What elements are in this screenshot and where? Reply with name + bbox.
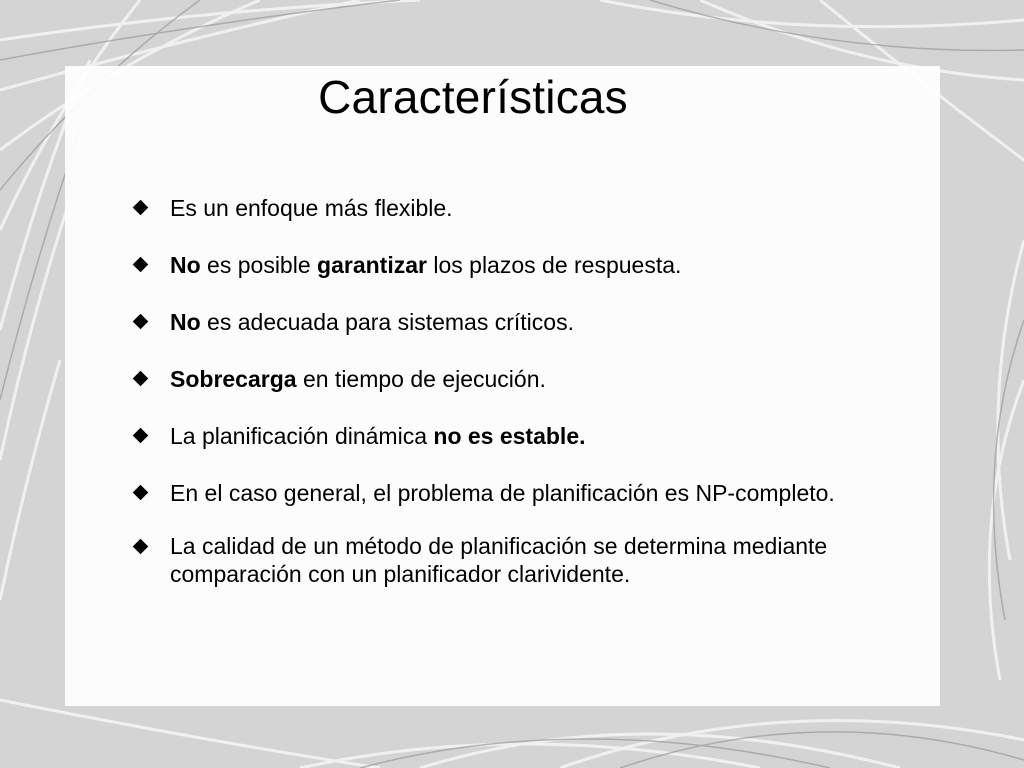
bullet-text bbox=[170, 423, 586, 449]
bullet-item bbox=[128, 361, 918, 398]
bullet-text-bold: Sobrecarga bbox=[170, 366, 297, 392]
diamond-bullet-icon bbox=[133, 314, 149, 330]
diamond-bullet-icon bbox=[133, 428, 149, 444]
diamond-bullet-icon bbox=[133, 539, 149, 555]
bullet-text bbox=[170, 480, 835, 506]
diamond-bullet-icon bbox=[133, 485, 149, 501]
bullet-item bbox=[128, 532, 918, 588]
diamond-bullet-icon bbox=[133, 257, 149, 273]
bullet-text bbox=[170, 366, 546, 392]
bullet-text-bold: No bbox=[170, 309, 201, 335]
bullet-text-part: los plazos de respuesta. bbox=[426, 252, 682, 278]
slide-title: Características bbox=[318, 71, 628, 123]
bullet-text bbox=[170, 533, 827, 587]
diamond-bullet-icon bbox=[133, 200, 149, 216]
bullet-text-bold: no es estable. bbox=[433, 423, 586, 449]
bullet-text-bold: garantizar bbox=[317, 252, 427, 278]
bullet-item bbox=[128, 475, 918, 512]
bullet-item bbox=[128, 247, 918, 284]
bullet-text bbox=[170, 195, 453, 221]
bullet-text-part: La planificación dinámica bbox=[170, 423, 434, 449]
bullet-text bbox=[170, 252, 681, 278]
bullet-item bbox=[128, 190, 918, 227]
bullet-text-part: Es un enfoque más flexible. bbox=[170, 195, 453, 221]
bullet-text-part: en tiempo de ejecución. bbox=[296, 366, 546, 392]
bullet-item bbox=[128, 418, 918, 455]
bullet-text-part: es posible bbox=[200, 252, 318, 278]
bullet-list bbox=[128, 190, 918, 608]
bullet-text-part: La calidad de un método de planificación se determina mediante comparación con un planificador clarividente. bbox=[170, 533, 828, 587]
bullet-text-part: es adecuada para sistemas críticos. bbox=[200, 309, 574, 335]
diamond-bullet-icon bbox=[133, 371, 149, 387]
bullet-item bbox=[128, 304, 918, 341]
bullet-text-part: En el caso general, el problema de planificación es NP-completo. bbox=[170, 480, 835, 506]
bullet-text bbox=[170, 309, 574, 335]
bullet-text-bold: No bbox=[170, 252, 201, 278]
